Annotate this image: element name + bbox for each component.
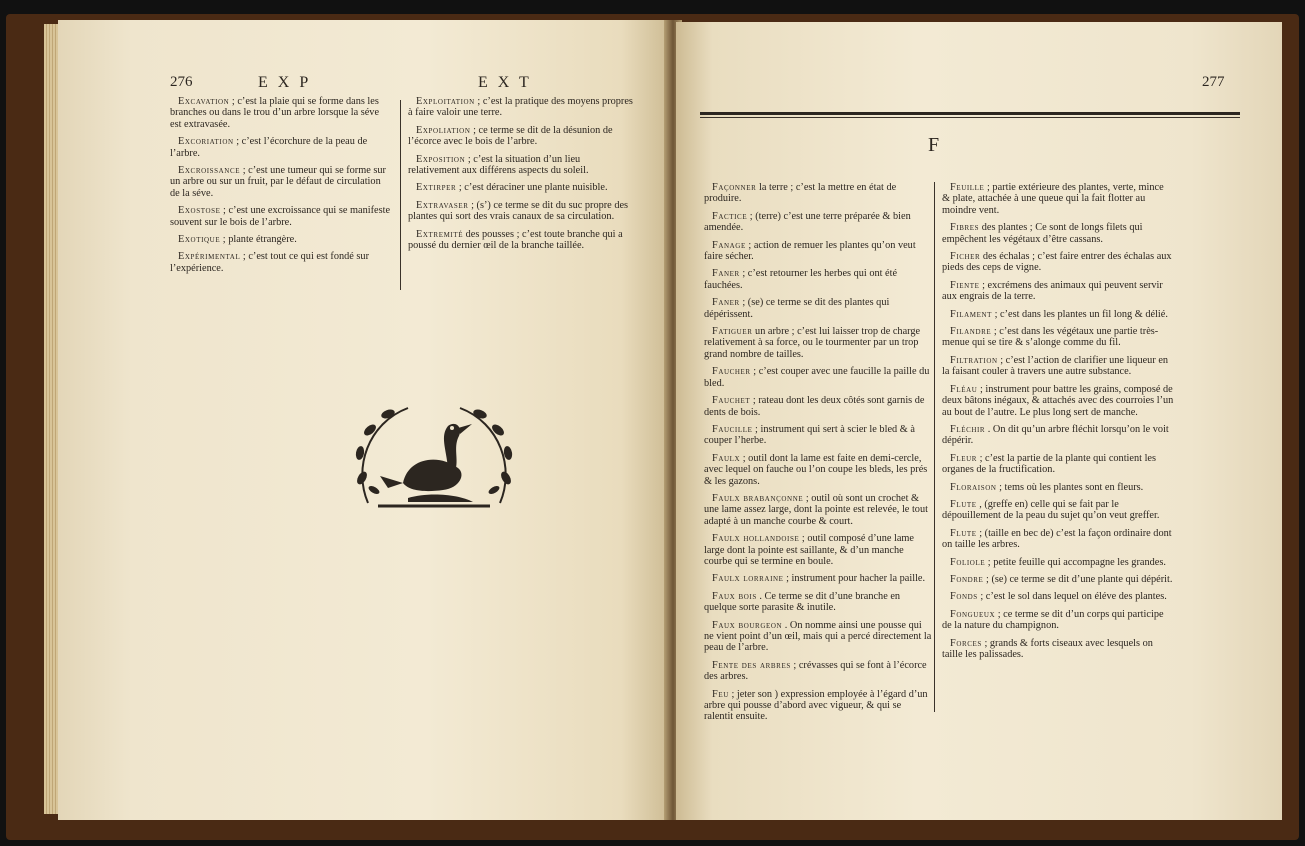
- entry: Fondre ; (se) ce terme se dit d’une plante qui dépérit.: [950, 573, 1173, 585]
- left-page-column-2: [408, 96, 634, 257]
- entry: Fonds ; c’est le sol dans lequel on éléve des plantes.: [950, 591, 1167, 603]
- entry: Fleur ; c’est la partie de la plante qui contient les organes de la fructification.: [942, 452, 1157, 476]
- right-page-column-1: [704, 182, 932, 729]
- entry: Forces ; grands & forts ciseaux avec lesquels on taille les palissades.: [942, 637, 1153, 660]
- entry: Ficher des échalas ; c’est faire entrer des échalas aux pieds des ceps de vigne.: [942, 251, 1172, 274]
- bird-vignette-ornament: [348, 398, 520, 516]
- section-letter: F: [928, 134, 941, 156]
- entry: Faner ; c’est retourner les herbes qui ont été fauchées.: [704, 268, 898, 291]
- right-page-column-2: [942, 182, 1174, 666]
- entry: Expoliation ; ce terme se dit de la désunion de l’écorce avec le bois de l’arbre.: [408, 124, 613, 148]
- entry: Extremité des pousses ; c’est toute branche qui a poussé du dernier œil de la branche taillée.: [408, 228, 623, 252]
- page-number: 276: [170, 74, 193, 90]
- entry: Façonner la terre ; c’est la mettre en état de produire.: [704, 182, 897, 205]
- left-page: [58, 20, 670, 820]
- entry: Flute ; (taille en bec de) c’est la façon ordinaire dont on taille les arbres.: [942, 527, 1172, 551]
- entry: Faulx lorraine ; instrument pour hacher la paille.: [712, 573, 926, 585]
- entry: Filandre ; c’est dans les végétaux une partie très-menue qui se tire & s’alonge comme du fil.: [942, 326, 1159, 349]
- entry: Faulx ; outil dont la lame est faite en demi-cercle, avec lequel on fauche ou l’on coupe les bleds, les prés & les gazons.: [704, 452, 928, 487]
- page-number: 277: [1202, 74, 1225, 90]
- entry: Exposition ; c’est la situation d’un lieu relativement aux différens aspects du soleil.: [408, 153, 589, 177]
- entry: Fibres des plantes ; Ce sont de longs filets qui empêchent les végétaux d’être cassans.: [942, 222, 1143, 245]
- entry: Excavation ; c’est la plaie qui se forme dans les branches ou dans le trou d’un arbre lorsque la séve est extravasée.: [170, 96, 380, 130]
- entry: Exploitation ; c’est la pratique des moyens propres à faire valoir une terre.: [408, 96, 633, 119]
- entry: Filament ; c’est dans les plantes un fil long & délié.: [950, 308, 1168, 320]
- entry: Fauchet ; rateau dont les deux côtés sont garnis de dents de bois.: [704, 395, 925, 418]
- right-page: [676, 22, 1282, 820]
- entry: Faner ; (se) ce terme se dit des plantes qui dépérissent.: [704, 297, 890, 320]
- entry: Feuille ; partie extérieure des plantes, verte, mince & plate, attachée à une queue qui la fait flotter au moindre vent.: [942, 182, 1164, 216]
- left-page-column-1: [170, 96, 392, 280]
- entry: Filtration ; c’est l’action de clarifier une liqueur en la faisant couler à travers une autre substance.: [942, 354, 1169, 378]
- entry: Exostose ; c’est une excroissance qui se manifeste souvent sur le bois de l’arbre.: [170, 205, 391, 228]
- entry: Excroissance ; c’est une tumeur qui se forme sur un arbre ou sur un fruit, par le défaut de circulation de la séve.: [170, 165, 386, 199]
- entry: Exotique ; plante étrangère.: [178, 234, 297, 246]
- entry: Feu ; jeter son ) expression employée à l’égard d’un arbre qui pousse d’abord avec vigueur, & qui se ralentit ensuite.: [704, 688, 928, 723]
- entry: Fléchir . On dit qu’un arbre fléchit lorsqu’on le voit dépérir.: [942, 423, 1169, 447]
- entry: Extravaser ; (s’) ce terme se dit du suc propre des plantes qui sort des vrais canaux de sa circulation.: [408, 199, 629, 223]
- entry: Fatiguer un arbre ; c’est lui laisser trop de charge relativement à sa force, ou le tourmenter par un trop grand nombre de tailles.: [704, 326, 921, 360]
- header-rule: [700, 112, 1240, 115]
- column-divider: [400, 100, 401, 290]
- entry: Fiente ; excrémens des animaux qui peuvent servir aux engrais de la terre.: [942, 279, 1163, 303]
- entry: Faucher ; c’est couper avec une faucille la paille du bled.: [704, 366, 930, 389]
- header-rule-thin: [700, 117, 1240, 118]
- running-head-left: E X P: [258, 74, 312, 91]
- entry: Floraison ; tems où les plantes sont en fleurs.: [950, 481, 1144, 493]
- running-head-right: E X T: [478, 74, 532, 91]
- entry: Excoriation ; c’est l’écorchure de la peau de l’arbre.: [170, 136, 368, 159]
- entry: Faucille ; instrument qui sert à scier le bled & à couper l’herbe.: [704, 423, 915, 447]
- entry: Factice ; (terre) c’est une terre préparée & bien amendée.: [704, 210, 911, 234]
- entry: Faux bourgeon . On nomme ainsi une pousse qui ne vient point d’un œil, mais qui a percé directement la peau de l’arbre.: [704, 619, 932, 654]
- entry: Fente des arbres ; crévasses qui se font à l’écorce des arbres.: [704, 659, 927, 683]
- entry: Faulx brabançonne ; outil où sont un crochet & une lame assez large, dont la pointe est relevée, le tout adapté à un manche courbe & court.: [704, 492, 928, 527]
- entry: Expérimental ; c’est tout ce qui est fondé sur l’expérience.: [170, 251, 370, 274]
- entry: Flute , (greffe en) celle qui se fait par le dépouillement de la peau du sujet qu’on veut greffer.: [942, 498, 1160, 522]
- entry: Fléau ; instrument pour battre les grains, composé de deux bâtons inégaux, & attachés avec des courroies l’un au bout de l’autre. Le plus long sert de manche.: [942, 383, 1174, 418]
- entry: Extirper ; c’est déraciner une plante nuisible.: [416, 182, 608, 194]
- entry: Foliole ; petite feuille qui accompagne les grandes.: [950, 556, 1166, 568]
- column-divider: [934, 182, 935, 712]
- entry: Fongueux ; ce terme se dit d’un corps qui participe de la nature du champignon.: [942, 608, 1164, 632]
- entry: Fanage ; action de remuer les plantes qu’on veut faire sécher.: [704, 239, 916, 263]
- entry: Faux bois . Ce terme se dit d’une branche en quelque sorte parasite & inutile.: [704, 590, 901, 614]
- entry: Faulx hollandoise ; outil composé d’une lame large dont la pointe est saillante, & d’un manche courbe qui se termine en boule.: [704, 533, 915, 567]
